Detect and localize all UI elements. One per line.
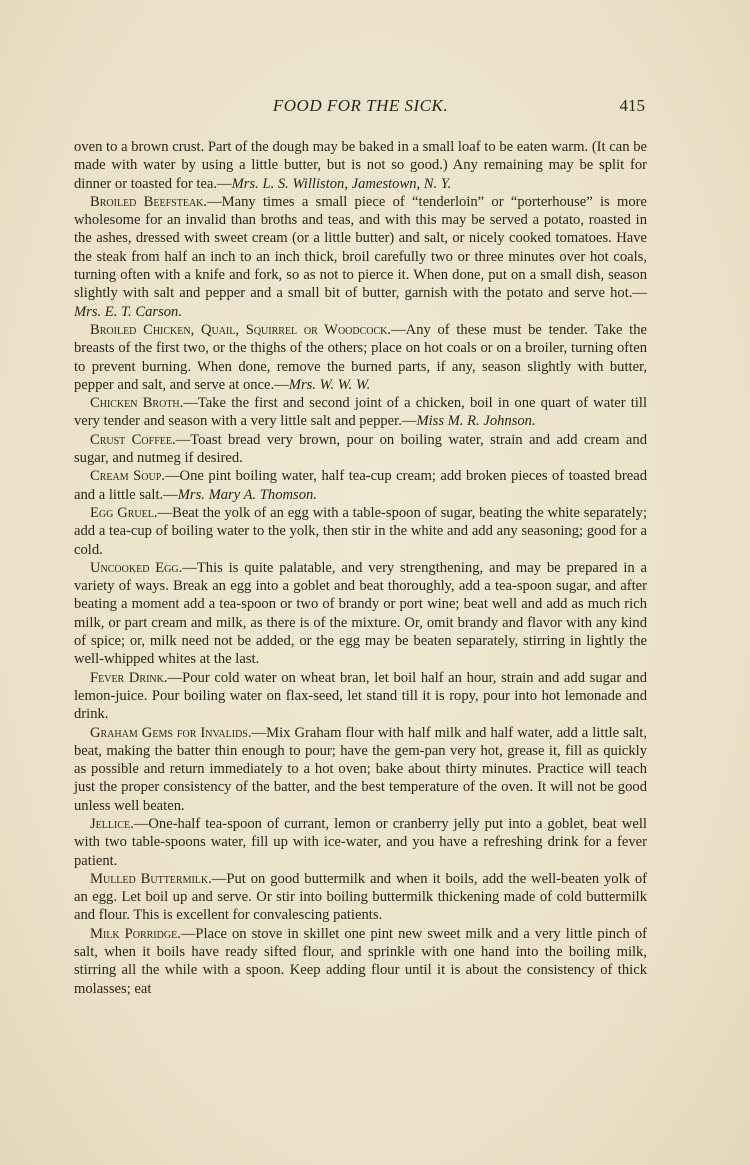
page-number: 415	[619, 96, 645, 115]
recipe-egg-gruel	[74, 504, 647, 559]
recipe-title: Jellice.	[90, 815, 134, 832]
body-text	[74, 138, 647, 998]
recipe-title: Milk Porridge.	[90, 925, 181, 942]
recipe-milk-porridge	[74, 925, 647, 998]
recipe-credit: Mrs. Mary A. Thomson.	[177, 486, 317, 503]
recipe-credit: Mrs. L. S. Williston, Jamestown, N. Y.	[231, 175, 452, 192]
recipe-text: —One pint boiling water, half tea-cup cream; add broken pieces of toasted bread and a little salt.—	[74, 468, 647, 503]
recipe-paragraph-continued: oven to a brown crust. Part of the dough may be baked in a small loaf to be eaten warm. (It can be made with water by using a little butter, but is not so good.) Any remaining may be split for dinner or toasted for tea.—Mrs. L. S. Williston, Jamestown, N. Y.	[74, 139, 647, 192]
recipe-title: Uncooked Egg.	[90, 559, 183, 576]
running-title: FOOD FOR THE SICK.	[272, 96, 449, 115]
recipe-text: —Beat the yolk of an egg with a table-spoon of sugar, beating the white separately; add a tea-cup of boiling water to the yolk, then stir in the white and add any seasoning; good for a cold.	[74, 504, 647, 558]
recipe-mulled-buttermilk	[74, 870, 647, 925]
recipe-title: Broiled Chicken, Quail, Squirrel or Woodcock.	[90, 321, 392, 338]
recipe-graham-gems	[74, 724, 647, 815]
recipe-text: —Place on stove in skillet one pint new sweet milk and a very little pinch of salt, when it boils have ready sifted flour, and sprinkle with one hand into the boiling milk, stirring all the while with a spoon. Keep adding flour until it is about the consistency of thick molasses; eat	[74, 925, 647, 997]
recipe-title: Chicken Broth.	[90, 395, 184, 412]
recipe-title: Broiled Beefsteak.	[90, 193, 208, 210]
recipe-title: Crust Coffee.	[90, 431, 176, 448]
recipe-broiled-chicken	[74, 321, 647, 394]
recipe-text: —Take the first and second joint of a chicken, boil in one quart of water till very tender and season with a very little salt and pepper.—	[74, 395, 647, 430]
recipe-text: —Pour cold water on wheat bran, let boil half an hour, strain and add sugar and lemon-juice. Pour boiling water on flax-seed, let stand till it is ropy, pour into hot lemonade and drink.	[74, 669, 647, 723]
recipe-text: —Toast bread very brown, pour on boiling water, strain and add cream and sugar, and nutmeg if desired.	[74, 431, 647, 467]
recipe-credit: Mrs. E. T. Carson.	[74, 303, 182, 320]
running-header	[74, 96, 647, 122]
recipe-text: —Put on good buttermilk and when it boils, add the well-beaten yolk of an egg. Let boil up and serve. Or stir into boiling buttermilk thickening made of cold buttermilk and flour. This is excellent for convalescing patients.	[74, 870, 648, 924]
recipe-chicken-broth	[74, 394, 647, 431]
recipe-crust-coffee	[74, 431, 647, 468]
recipe-title: Cream Soup.	[90, 468, 165, 485]
recipe-title: Graham Gems for Invalids.	[90, 724, 252, 741]
recipe-title: Egg Gruel.	[90, 504, 158, 521]
recipe-credit: Miss M. R. Johnson.	[416, 413, 536, 430]
recipe-uncooked-egg	[74, 559, 647, 669]
recipe-text: —One-half tea-spoon of currant, lemon or cranberry jelly put into a goblet, beat well with two table-spoons water, fill up with ice-water, and you have a refreshing drink for a fever patient.	[74, 815, 647, 869]
recipe-text: —Mix Graham flour with half milk and half water, add a little salt, beat, making the batter thin enough to pour; have the gem-pan very hot, grease it, fill as quickly as possible and return immediately to a hot oven; bake about thirty minutes. Practice will teach just the proper consistency of the batter, and the best temperature of the oven. It will not be good unless well beaten.	[74, 724, 647, 814]
recipe-title: Fever Drink.	[90, 669, 168, 686]
recipe-text: —Any of these must be tender. Take the breasts of the first two, or the thighs of the others; place on hot coals or on a broiler, turning often to prevent burning. When done, remove the burned parts, if any, season slightly with butter, pepper and salt, and serve at once.—	[74, 321, 647, 393]
recipe-text: —Many times a small piece of “tenderloin” or “porterhouse” is more wholesome for an invalid than broths and teas, and with this may be served a potato, roasted in the ashes, dressed with sweet cream (or a little butter) and salt, or nicely cooked tomatoes. Have the steak from half an inch to an inch thick, broil carefully two or three minutes over hot coals, turning often with a knife and fork, so as not to pierce it. When done, put on a small dish, season slightly with salt and pepper and a small bit of butter, garnish with the potato and serve hot.—	[74, 193, 647, 302]
recipe-text: —This is quite palatable, and very strengthening, and may be prepared in a variety of ways. Break an egg into a goblet and beat thoroughly, add a tea-spoon sugar, and after beating a moment add a tea-spoon or two of brandy or port wine; beat well and add as much rich milk, or part cream and milk, as there is of the mixture. Or, omit brandy and flavor with any kind of spice; or, milk need not be added, or the egg may be beaten separately, stirring in lightly the well-whipped whites at the last.	[74, 559, 647, 668]
recipe-credit: Mrs. W. W. W.	[288, 376, 371, 393]
recipe-cream-soup	[74, 467, 647, 504]
recipe-broiled-beefsteak	[74, 193, 647, 321]
recipe-title: Mulled Buttermilk.	[90, 870, 212, 887]
recipe-fever-drink	[74, 669, 647, 724]
recipe-jellice	[74, 815, 647, 870]
